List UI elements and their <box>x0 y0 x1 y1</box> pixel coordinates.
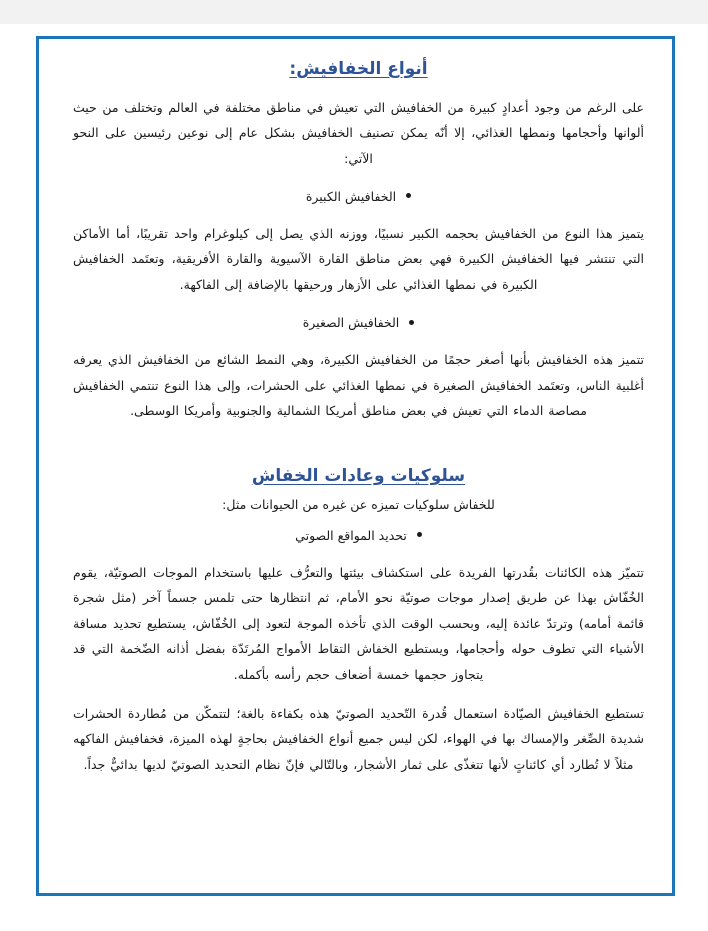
top-chrome-strip <box>0 0 708 25</box>
paragraph-small-bats: تتميز هذه الخفافيش بأنها أصغر حجمًا من الخفافيش الكبيرة، وهي النمط الشائع من الخفافيش الذي يعرفه أغلبية الناس، وتعتَمد الخفافيش الصغيرة في نمطها الغذائي على الحشرات، وإلى هذا النوع تنتمي الخفافيش مصاصة الدماء التي تعيش في بعض مناطق أمريكا الشمالية والجنوبية وأمريكا الوسطى. <box>73 352 644 419</box>
bullet-dot-icon <box>406 193 411 198</box>
document-border-frame <box>36 36 675 896</box>
bullet-dot-icon <box>417 532 422 537</box>
list-item-echolocation <box>73 523 644 547</box>
section-heading-bat-types: أنواع الخفافيش: <box>289 59 428 79</box>
paragraph-echolocation-hunting: تستطيع الخفافيش الصيّادة استعمال قُدرة التّحديد الصوتيّ هذه بكفاءة بالغة؛ لتتمكّن من مُطاردة الحشرات شديدة الصِّغر والإمساك بها في الهواء، لكن ليس جميع أنواع الخفافيش بحاجةٍ لهذه الميزة، فخفافيش الفاكهه مثلاً لا تُطارد أي كائناتٍ لأنها تتغذّى على ثمار الأشجار، وبالتّالي فإنّ نظام التحديد الصوتيّ لديها بدائيٌّ جداً. <box>73 705 644 772</box>
document-content <box>39 39 678 931</box>
paragraph-echolocation-mechanism: تتميّز هذه الكائنات بقُدرتها الفريدة على استكشاف بيئتها والتعرُّف عليها باستخدام الموجات الصوتيّة، يقوم الخُفّاش بهذا عن طريق إصدار موجات صوتيّة نحو الأمام، ثم انتظارها حتى تلمس جسماً آخر (مثل شجرة قائمة أمامه) وترتدّ عائدة إليه، وبحسب الوقت الذي تأخذه الموجة لتعود إلى الخُفّاش، يستطيع تحديد مسافة الأشياء التي تطوف حوله وأحجامها، ويستطيع الخفاش التقاط الأمواج المُرتَدّة بفضل أذانه الضّخمة التي قد يتجاوز حجمها خمسة أضعاف حجم رأسه بأكمله. <box>73 564 644 682</box>
paragraph-large-bats: يتميز هذا النوع من الخفافيش بحجمه الكبير نسبيًا، ووزنه الذي يصل إلى كيلوغرام واحد تقريبًا، أما الأماكن التي تنتشر فيها الخفافيش الكبيرة فهي بعض مناطق القارة الآسيوية والقارة الأفريقية، وتعتَمد الخفافيش الكبيرة في نمطها الغذائي على الأزهار ورحيقها بالإضافة إلى الفاكهة. <box>73 225 644 292</box>
list-item-label: الخفافيش الكبيرة <box>305 189 397 204</box>
page-bottom-whitespace <box>73 791 644 931</box>
bullet-list-small-bats <box>73 311 644 335</box>
section-heading-bat-behaviour: سلوكيات وعادات الخفاش <box>251 465 466 486</box>
intro-paragraph-bat-types: على الرغم من وجود أعدادٍ كبيرة من الخفافيش التي تعيش في مناطق مختلفة في العالم وتختلف من حيث ألوانها وأحجامها ونمطها الغذائي، إلا أنّه يمكن تصنيف الخفافيش بشكل عام إلى نوعين رئيسين على النحو الآتي: <box>73 99 644 166</box>
list-item-label: تحديد المواقع الصوتي <box>295 527 407 543</box>
document-page <box>0 24 708 911</box>
intro-paragraph-bat-behaviour: للخفاش سلوكيات تميزه عن غيره من الحيوانات مثل: <box>222 497 495 513</box>
bullet-dot-icon <box>409 320 414 325</box>
bullet-list-large-bats <box>73 184 644 208</box>
list-item-label: الخفافيش الصغيرة <box>302 315 400 331</box>
list-item-large-bats <box>73 184 644 208</box>
bullet-list-echolocation <box>73 523 644 547</box>
list-item-small-bats <box>73 311 644 335</box>
